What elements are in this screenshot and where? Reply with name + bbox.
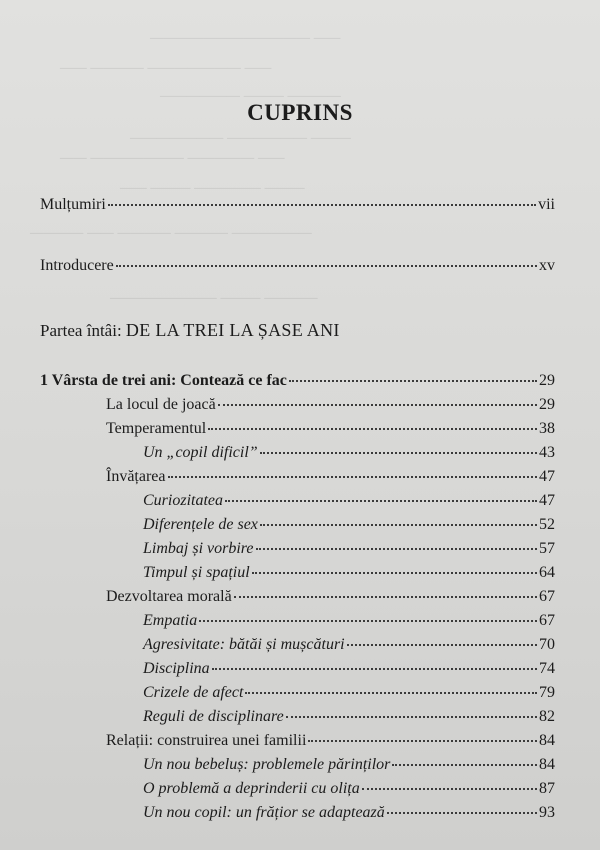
toc-section[interactable] <box>106 396 555 414</box>
toc-subsection-page: 67 <box>539 612 555 629</box>
dot-leader <box>260 451 537 454</box>
dot-leader <box>286 715 537 718</box>
toc-subsection-label: Timpul și spațiul <box>143 564 250 581</box>
toc-subsection-label: Crizele de afect <box>143 684 244 701</box>
toc-subsection-label: Limbaj și vorbire <box>143 540 254 557</box>
toc-subsection-page: 74 <box>539 660 555 677</box>
toc-subsection-page: 82 <box>539 708 555 725</box>
part-heading <box>40 320 340 341</box>
part-title: DE LA TREI LA ȘASE ANI <box>125 320 340 340</box>
toc-entry-introduction[interactable] <box>40 257 555 275</box>
dot-leader <box>362 787 537 790</box>
dot-leader <box>308 739 537 742</box>
toc-chapter-page: 29 <box>539 372 555 389</box>
toc-subsection-label: Curiozitatea <box>143 492 224 509</box>
toc-subsection-label: Un nou bebeluș: problemele părinților <box>143 756 391 773</box>
toc-section[interactable] <box>106 588 555 606</box>
toc-section-page: 84 <box>539 732 555 749</box>
toc-subsection-label: Un nou copil: un frățior se adaptează <box>143 804 385 821</box>
dot-leader <box>260 523 537 526</box>
toc-subsection[interactable] <box>143 804 555 822</box>
toc-section-label: Dezvoltarea morală <box>106 588 232 605</box>
toc-section-label: Relații: construirea unei familii <box>106 732 307 749</box>
toc-subsection-label: Agresivitate: bătăi și mușcături <box>143 636 345 653</box>
toc-section-page: 67 <box>539 588 555 605</box>
toc-section[interactable] <box>106 468 555 486</box>
toc-subsection[interactable] <box>143 708 555 726</box>
dot-leader <box>387 811 537 814</box>
toc-subsection[interactable] <box>143 540 555 558</box>
toc-subsection[interactable] <box>143 516 555 534</box>
toc-chapter-1[interactable] <box>40 372 555 390</box>
toc-subsection-page: 64 <box>539 564 555 581</box>
toc-entry-label: Introducere <box>40 257 114 274</box>
toc-subsection-label: Reguli de disciplinare <box>143 708 284 725</box>
toc-entry-page: xv <box>539 257 555 274</box>
toc-section-page: 38 <box>539 420 555 437</box>
dot-leader <box>199 619 537 622</box>
dot-leader <box>289 379 537 382</box>
toc-subsection[interactable] <box>143 612 555 630</box>
dot-leader <box>347 643 537 646</box>
toc-subsection-page: 79 <box>539 684 555 701</box>
toc-subsection[interactable] <box>143 684 555 702</box>
toc-section-label: Învățarea <box>106 468 166 485</box>
toc-subsection-page: 43 <box>539 444 555 461</box>
toc-subsection-page: 87 <box>539 780 555 797</box>
toc-subsection[interactable] <box>143 660 555 678</box>
show-through-texture: ———————————— —— —— ———— ——————— —— —————— ——— ———— ——————— —————— ——— —— ——————— ————— —— —— ——— ————— ——— ———— —— ———— ———— —————— ———————— ——— ———— <box>30 30 351 306</box>
toc-chapter-label: 1 Vârsta de trei ani: Contează ce fac <box>40 372 287 389</box>
toc-section-label: Temperamentul <box>106 420 207 437</box>
toc-entry-acknowledgements[interactable] <box>40 196 555 214</box>
toc-subsection-label: Empatia <box>143 612 198 629</box>
toc-section[interactable] <box>106 732 555 750</box>
dot-leader <box>208 427 537 430</box>
toc-subsection[interactable] <box>143 564 555 582</box>
dot-leader <box>108 203 536 206</box>
toc-subsection-page: 70 <box>539 636 555 653</box>
toc-subsection-label: Diferențele de sex <box>143 516 258 533</box>
toc-subsection-page: 47 <box>539 492 555 509</box>
page-title: CUPRINS <box>247 100 353 125</box>
part-prefix: Partea întâi: <box>40 321 122 340</box>
toc-subsection-label: O problemă a deprinderii cu olița <box>143 780 360 797</box>
toc-subsection-page: 57 <box>539 540 555 557</box>
dot-leader <box>252 571 537 574</box>
toc-section[interactable] <box>106 420 555 438</box>
toc-entry-label: Mulțumiri <box>40 196 106 213</box>
toc-subsection[interactable] <box>143 444 555 462</box>
toc-subsection[interactable] <box>143 780 555 798</box>
toc-subsection-page: 93 <box>539 804 555 821</box>
toc-subsection[interactable] <box>143 756 555 774</box>
toc-entry-page: vii <box>538 196 555 213</box>
toc-subsection-label: Disciplina <box>143 660 210 677</box>
toc-subsection-page: 84 <box>539 756 555 773</box>
dot-leader <box>116 264 537 267</box>
toc-subsection-label: Un „copil dificil” <box>143 444 258 461</box>
dot-leader <box>168 475 537 478</box>
toc-subsection[interactable] <box>143 636 555 654</box>
dot-leader <box>218 403 537 406</box>
dot-leader <box>212 667 537 670</box>
dot-leader <box>392 763 537 766</box>
toc-section-label: La locul de joacă <box>106 396 216 413</box>
dot-leader <box>256 547 537 550</box>
toc-subsection-page: 52 <box>539 516 555 533</box>
dot-leader <box>225 499 537 502</box>
toc-subsection[interactable] <box>143 492 555 510</box>
toc-section-page: 47 <box>539 468 555 485</box>
toc-section-page: 29 <box>539 396 555 413</box>
dot-leader <box>245 691 537 694</box>
dot-leader <box>234 595 537 598</box>
